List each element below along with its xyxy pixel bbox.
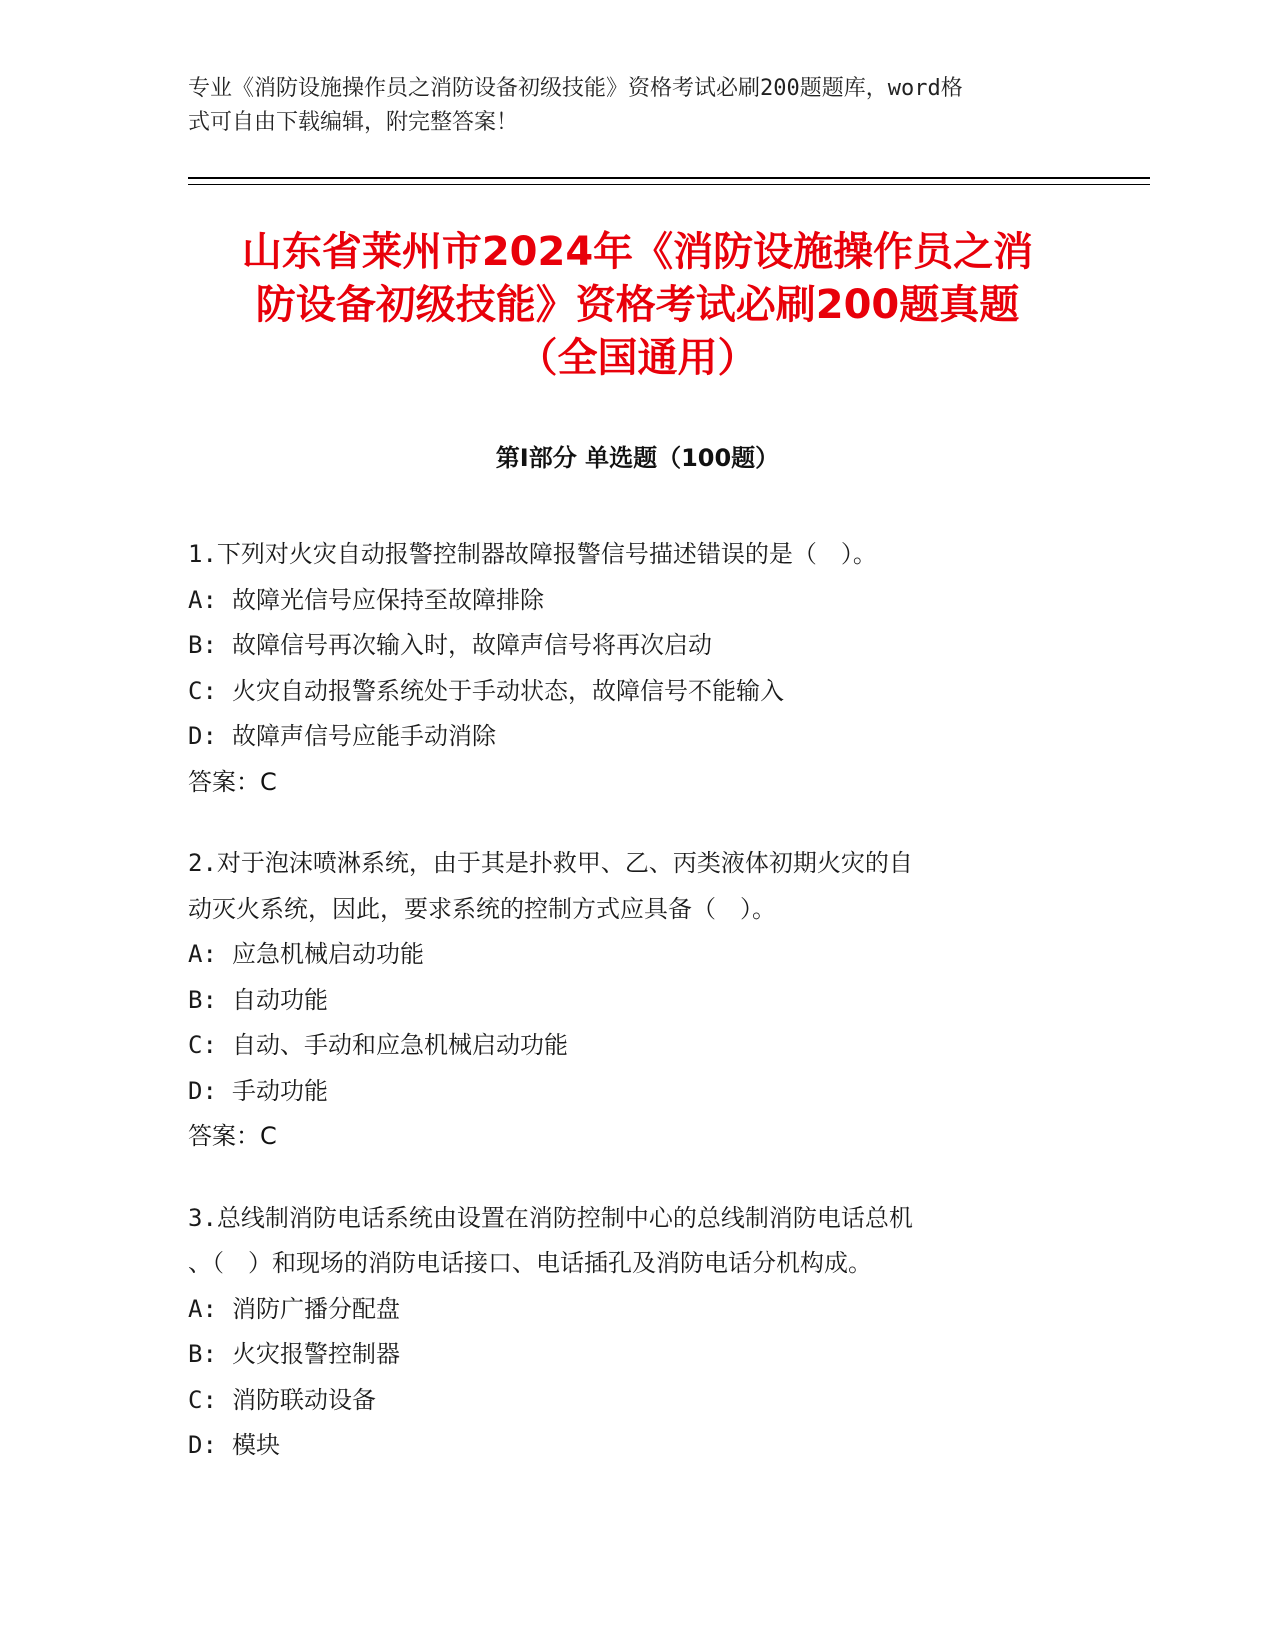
- question-1: [188, 532, 1068, 805]
- option-text: 故障光信号应保持至故障排除: [232, 585, 544, 614]
- option-letter: A:: [188, 585, 217, 614]
- header-note: [188, 72, 1078, 140]
- option-c: [188, 1023, 1068, 1069]
- header-note-line-1: 专业《消防设施操作员之消防设备初级技能》资格考试必刷200题题库，word格: [188, 76, 963, 101]
- option-text: 消防联动设备: [232, 1385, 376, 1414]
- header-note-line-2: 式可自由下载编辑，附完整答案！: [188, 110, 519, 135]
- option-c: [188, 669, 1068, 715]
- option-b: [188, 623, 1068, 669]
- option-letter: D:: [188, 1431, 217, 1459]
- option-a: [188, 1287, 1068, 1333]
- option-text: 故障声信号应能手动消除: [232, 722, 496, 750]
- header-rule-thick: [188, 177, 1150, 179]
- option-b: [188, 1332, 1068, 1378]
- option-text: 自动功能: [232, 985, 328, 1014]
- option-letter: A:: [188, 1294, 217, 1323]
- option-letter: D:: [188, 722, 217, 750]
- option-letter: D:: [188, 1076, 217, 1105]
- question-2: [188, 841, 1068, 1160]
- document-title-line-3: （全国通用）: [517, 335, 758, 381]
- header-rule-thin: [188, 184, 1150, 185]
- question-list: [188, 532, 1068, 1505]
- document-title-line-1: 山东省莱州市2024年《消防设施操作员之消: [241, 229, 1034, 275]
- option-letter: B:: [188, 985, 217, 1014]
- question-stem: 3.总线制消防电话系统由设置在消防控制中心的总线制消防电话总机: [188, 1203, 913, 1232]
- option-text: 故障信号再次输入时，故障声信号将再次启动: [232, 631, 712, 659]
- question-stem-continued: 动灭火系统，因此，要求系统的控制方式应具备（ ）。: [188, 894, 776, 923]
- option-text: 自动、手动和应急机械启动功能: [232, 1031, 568, 1059]
- option-d: [188, 1069, 1068, 1115]
- option-c: [188, 1378, 1068, 1424]
- question-stem: 2.对于泡沫喷淋系统，由于其是扑救甲、乙、丙类液体初期火灾的自: [188, 849, 913, 877]
- question-stem-continued: 、（ ）和现场的消防电话接口、电话插孔及消防电话分机构成。: [188, 1249, 872, 1277]
- option-letter: A:: [188, 940, 217, 968]
- option-text: 手动功能: [232, 1076, 328, 1105]
- option-a: [188, 578, 1068, 624]
- option-text: 火灾自动报警系统处于手动状态，故障信号不能输入: [232, 676, 784, 705]
- option-letter: B:: [188, 631, 217, 659]
- option-letter: B:: [188, 1340, 217, 1368]
- section-title: 第Ⅰ部分 单选题（100题）: [495, 444, 780, 472]
- option-letter: C:: [188, 1385, 217, 1414]
- option-text: 火灾报警控制器: [232, 1340, 400, 1368]
- option-a: [188, 932, 1068, 978]
- option-d: [188, 714, 1068, 760]
- question-stem: 1.下列对火灾自动报警控制器故障报警信号描述错误的是（ ）。: [188, 540, 877, 568]
- answer-line: 答案：C: [188, 1122, 277, 1150]
- answer-line: 答案：C: [188, 767, 277, 796]
- question-3: [188, 1196, 1068, 1469]
- document-title: [160, 226, 1115, 385]
- option-text: 应急机械启动功能: [232, 940, 424, 968]
- option-letter: C:: [188, 1031, 217, 1059]
- option-text: 消防广播分配盘: [232, 1294, 400, 1323]
- option-text: 模块: [232, 1431, 280, 1459]
- option-b: [188, 978, 1068, 1024]
- document-title-line-2: 防设备初级技能》资格考试必刷200题真题: [255, 282, 1020, 328]
- option-d: [188, 1423, 1068, 1469]
- option-letter: C:: [188, 676, 217, 705]
